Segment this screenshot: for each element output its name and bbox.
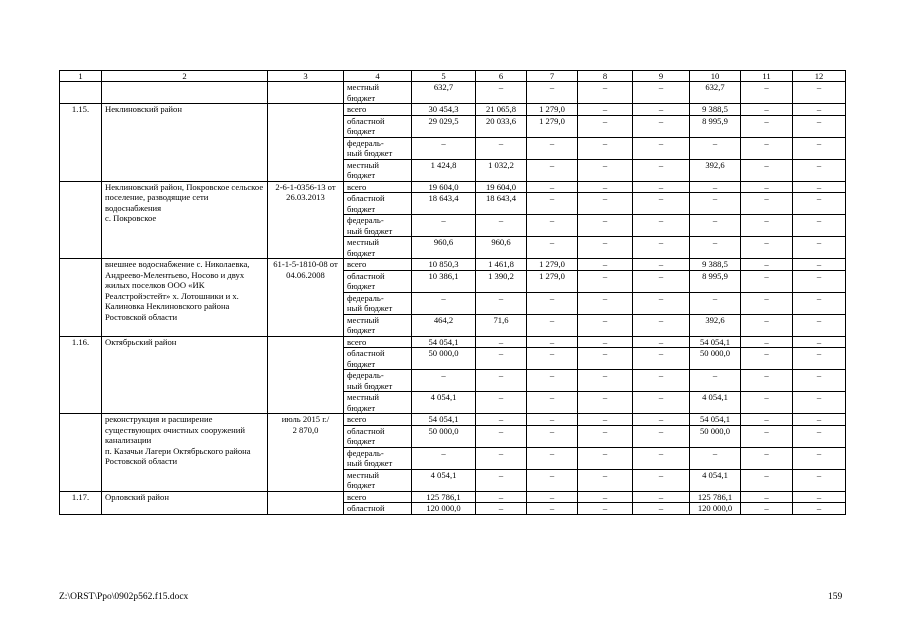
amount-cell: – [412, 447, 476, 469]
amount-cell: – [633, 469, 690, 491]
amount-cell: – [793, 193, 846, 215]
funding-source: федераль- ный бюджет [344, 370, 412, 392]
amount-cell: 4 054,1 [690, 392, 741, 414]
amount-cell: – [476, 137, 527, 159]
amount-cell: – [476, 370, 527, 392]
amount-cell: – [476, 292, 527, 314]
amount-cell: – [633, 193, 690, 215]
amount-cell: – [741, 215, 793, 237]
amount-cell: – [741, 237, 793, 259]
amount-cell: 54 054,1 [412, 414, 476, 426]
column-header: 9 [633, 71, 690, 82]
amount-cell: – [793, 314, 846, 336]
amount-cell: – [476, 215, 527, 237]
amount-cell: – [741, 414, 793, 426]
amount-cell: 464,2 [412, 314, 476, 336]
amount-cell: – [527, 348, 578, 370]
funding-source: областной [344, 503, 412, 515]
amount-cell: – [793, 215, 846, 237]
column-header: 5 [412, 71, 476, 82]
amount-cell: – [476, 82, 527, 104]
funding-source: областной бюджет [344, 425, 412, 447]
amount-cell: – [578, 215, 633, 237]
amount-cell: 120 000,0 [412, 503, 476, 515]
amount-cell: – [690, 181, 741, 193]
amount-cell: 21 065,8 [476, 104, 527, 116]
amount-cell: – [793, 348, 846, 370]
document-ref: 2-6-1-0356-13 от 26.03.2013 [268, 181, 344, 259]
footer-file-path: Z:\ORST\Ppo\0902p562.f15.docx [59, 592, 189, 602]
amount-cell: – [578, 392, 633, 414]
amount-cell: – [690, 370, 741, 392]
funding-source: всего [344, 491, 412, 503]
amount-cell: 10 850,3 [412, 259, 476, 271]
amount-cell: – [741, 270, 793, 292]
amount-cell: – [633, 336, 690, 348]
amount-cell: – [633, 348, 690, 370]
document-ref: июль 2015 г./ 2 870,0 [268, 414, 344, 492]
amount-cell: – [527, 314, 578, 336]
amount-cell: 19 604,0 [476, 181, 527, 193]
amount-cell: – [578, 491, 633, 503]
column-header: 8 [578, 71, 633, 82]
amount-cell: – [578, 447, 633, 469]
amount-cell: – [633, 425, 690, 447]
document-ref [268, 491, 344, 514]
amount-cell: – [633, 82, 690, 104]
amount-cell: – [527, 469, 578, 491]
amount-cell: – [741, 181, 793, 193]
row-number [60, 259, 102, 337]
amount-cell: – [578, 193, 633, 215]
row-number [60, 82, 102, 104]
amount-cell: – [741, 447, 793, 469]
amount-cell: – [793, 237, 846, 259]
amount-cell: – [578, 181, 633, 193]
amount-cell: – [633, 447, 690, 469]
amount-cell: – [578, 292, 633, 314]
amount-cell: – [578, 503, 633, 515]
amount-cell: 632,7 [412, 82, 476, 104]
amount-cell: – [690, 292, 741, 314]
amount-cell: – [793, 159, 846, 181]
amount-cell: – [741, 336, 793, 348]
table-row [60, 491, 846, 503]
row-number [60, 414, 102, 492]
amount-cell: – [793, 82, 846, 104]
amount-cell: – [633, 292, 690, 314]
amount-cell: – [741, 370, 793, 392]
amount-cell: – [527, 503, 578, 515]
amount-cell: 1 279,0 [527, 115, 578, 137]
amount-cell: – [527, 82, 578, 104]
amount-cell: – [476, 336, 527, 348]
amount-cell: – [578, 425, 633, 447]
amount-cell: – [412, 292, 476, 314]
amount-cell: – [633, 237, 690, 259]
amount-cell: – [476, 503, 527, 515]
amount-cell: – [633, 159, 690, 181]
funding-source: областной бюджет [344, 270, 412, 292]
amount-cell: 20 033,6 [476, 115, 527, 137]
amount-cell: – [633, 270, 690, 292]
amount-cell: – [793, 491, 846, 503]
row-number: 1.16. [60, 336, 102, 414]
amount-cell: – [476, 491, 527, 503]
document-ref [268, 336, 344, 414]
amount-cell: – [633, 115, 690, 137]
amount-cell: – [578, 159, 633, 181]
amount-cell: – [633, 503, 690, 515]
column-header: 12 [793, 71, 846, 82]
amount-cell: – [793, 137, 846, 159]
table-row [60, 259, 846, 271]
amount-cell: – [527, 370, 578, 392]
object-name: Неклиновский район [102, 104, 268, 182]
funding-source: местный бюджет [344, 469, 412, 491]
amount-cell: 50 000,0 [690, 425, 741, 447]
table-row [60, 104, 846, 116]
document-ref [268, 82, 344, 104]
amount-cell: – [527, 336, 578, 348]
amount-cell: – [527, 237, 578, 259]
table-row [60, 181, 846, 193]
amount-cell: – [578, 237, 633, 259]
amount-cell: 1 279,0 [527, 270, 578, 292]
column-header: 10 [690, 71, 741, 82]
funding-source: федераль- ный бюджет [344, 215, 412, 237]
funding-source: областной бюджет [344, 193, 412, 215]
amount-cell: – [412, 137, 476, 159]
amount-cell: – [690, 215, 741, 237]
amount-cell: 18 643,4 [412, 193, 476, 215]
document-ref: 61-1-5-1810-08 от 04.06.2008 [268, 259, 344, 337]
amount-cell: – [741, 425, 793, 447]
amount-cell: – [412, 215, 476, 237]
amount-cell: – [793, 425, 846, 447]
amount-cell: 9 388,5 [690, 259, 741, 271]
amount-cell: – [793, 392, 846, 414]
amount-cell: – [633, 314, 690, 336]
row-number [60, 181, 102, 259]
amount-cell: 1 032,2 [476, 159, 527, 181]
amount-cell: – [412, 370, 476, 392]
amount-cell: 8 995,9 [690, 270, 741, 292]
funding-source: местный бюджет [344, 237, 412, 259]
funding-source: местный бюджет [344, 82, 412, 104]
amount-cell: – [793, 115, 846, 137]
amount-cell: – [578, 104, 633, 116]
amount-cell: 9 388,5 [690, 104, 741, 116]
amount-cell: – [741, 292, 793, 314]
amount-cell: – [578, 259, 633, 271]
amount-cell: – [793, 447, 846, 469]
amount-cell: – [527, 447, 578, 469]
object-name: реконструкция и расширение существующих очистных сооружений канализации п. Казачьи Лагери Октябрьского района Ростовской области [102, 414, 268, 492]
amount-cell: – [578, 314, 633, 336]
object-name: Орловский район [102, 491, 268, 514]
amount-cell: 19 604,0 [412, 181, 476, 193]
amount-cell: – [578, 270, 633, 292]
amount-cell: – [690, 447, 741, 469]
amount-cell: 125 786,1 [690, 491, 741, 503]
amount-cell: 960,6 [412, 237, 476, 259]
funding-source: местный бюджет [344, 392, 412, 414]
amount-cell: – [741, 137, 793, 159]
amount-cell: – [793, 370, 846, 392]
amount-cell: 4 054,1 [412, 469, 476, 491]
amount-cell: – [633, 104, 690, 116]
amount-cell: 632,7 [690, 82, 741, 104]
amount-cell: 54 054,1 [412, 336, 476, 348]
amount-cell: 1 390,2 [476, 270, 527, 292]
amount-cell: 10 386,1 [412, 270, 476, 292]
amount-cell: – [793, 414, 846, 426]
amount-cell: – [741, 159, 793, 181]
funding-source: всего [344, 104, 412, 116]
amount-cell: – [633, 259, 690, 271]
amount-cell: – [476, 348, 527, 370]
amount-cell: 50 000,0 [412, 348, 476, 370]
amount-cell: 50 000,0 [412, 425, 476, 447]
amount-cell: – [741, 104, 793, 116]
amount-cell: – [741, 193, 793, 215]
amount-cell: 4 054,1 [412, 392, 476, 414]
amount-cell: – [578, 370, 633, 392]
amount-cell: 4 054,1 [690, 469, 741, 491]
amount-cell: 960,6 [476, 237, 527, 259]
budget-table [59, 70, 846, 515]
funding-source: федераль- ный бюджет [344, 447, 412, 469]
amount-cell: 125 786,1 [412, 491, 476, 503]
amount-cell: – [527, 215, 578, 237]
table-body [60, 71, 846, 515]
amount-cell: – [633, 215, 690, 237]
amount-cell: – [527, 181, 578, 193]
funding-source: федераль- ный бюджет [344, 292, 412, 314]
amount-cell: – [793, 469, 846, 491]
amount-cell: – [578, 414, 633, 426]
amount-cell: 120 000,0 [690, 503, 741, 515]
amount-cell: 1 279,0 [527, 104, 578, 116]
object-name: Октябрьский район [102, 336, 268, 414]
amount-cell: – [633, 392, 690, 414]
funding-source: всего [344, 259, 412, 271]
amount-cell: – [741, 348, 793, 370]
amount-cell: – [741, 259, 793, 271]
amount-cell: – [741, 491, 793, 503]
row-number: 1.15. [60, 104, 102, 182]
object-name: Неклиновский район, Покровское сельское поселение, разводящие сети водоснабжения с. Покровское [102, 181, 268, 259]
amount-cell: – [476, 392, 527, 414]
column-header: 4 [344, 71, 412, 82]
funding-source: местный бюджет [344, 159, 412, 181]
table-row [60, 414, 846, 426]
funding-source: местный бюджет [344, 314, 412, 336]
amount-cell: – [476, 469, 527, 491]
amount-cell: – [476, 425, 527, 447]
amount-cell: – [527, 292, 578, 314]
amount-cell: 71,6 [476, 314, 527, 336]
amount-cell: – [527, 491, 578, 503]
amount-cell: 392,6 [690, 314, 741, 336]
funding-source: областной бюджет [344, 348, 412, 370]
amount-cell: – [741, 82, 793, 104]
amount-cell: – [527, 414, 578, 426]
amount-cell: 29 029,5 [412, 115, 476, 137]
amount-cell: – [793, 104, 846, 116]
amount-cell: – [690, 193, 741, 215]
amount-cell: – [633, 370, 690, 392]
funding-source: всего [344, 336, 412, 348]
amount-cell: – [476, 447, 527, 469]
page-number: 159 [828, 592, 843, 602]
amount-cell: – [578, 115, 633, 137]
amount-cell: – [527, 425, 578, 447]
column-header: 11 [741, 71, 793, 82]
amount-cell: – [690, 137, 741, 159]
amount-cell: – [578, 469, 633, 491]
column-header: 1 [60, 71, 102, 82]
funding-source: областной бюджет [344, 115, 412, 137]
amount-cell: – [578, 348, 633, 370]
row-number: 1.17. [60, 491, 102, 514]
amount-cell: – [578, 137, 633, 159]
funding-source: федераль- ный бюджет [344, 137, 412, 159]
amount-cell: – [527, 193, 578, 215]
amount-cell: – [527, 159, 578, 181]
funding-source: всего [344, 414, 412, 426]
document-ref [268, 104, 344, 182]
amount-cell: – [793, 292, 846, 314]
object-name [102, 82, 268, 104]
amount-cell: 8 995,9 [690, 115, 741, 137]
amount-cell: 392,6 [690, 159, 741, 181]
amount-cell: – [741, 503, 793, 515]
amount-cell: – [793, 181, 846, 193]
column-header: 3 [268, 71, 344, 82]
table-row [60, 336, 846, 348]
amount-cell: 1 461,8 [476, 259, 527, 271]
amount-cell: – [793, 270, 846, 292]
amount-cell: – [741, 314, 793, 336]
amount-cell: – [527, 137, 578, 159]
amount-cell: 1 279,0 [527, 259, 578, 271]
amount-cell: – [633, 137, 690, 159]
column-header: 6 [476, 71, 527, 82]
amount-cell: 54 054,1 [690, 336, 741, 348]
amount-cell: – [633, 414, 690, 426]
funding-source: всего [344, 181, 412, 193]
amount-cell: 1 424,8 [412, 159, 476, 181]
amount-cell: – [476, 414, 527, 426]
amount-cell: – [793, 259, 846, 271]
amount-cell: 30 454,3 [412, 104, 476, 116]
amount-cell: 54 054,1 [690, 414, 741, 426]
amount-cell: – [690, 237, 741, 259]
amount-cell: – [741, 469, 793, 491]
header-row [60, 71, 846, 82]
amount-cell: 50 000,0 [690, 348, 741, 370]
amount-cell: – [633, 181, 690, 193]
amount-cell: – [633, 491, 690, 503]
table-row [60, 82, 846, 104]
amount-cell: – [793, 336, 846, 348]
object-name: внешнее водоснабжение с. Николаевка, Андреево-Мелентьево, Носово и двух жилых поселков ООО «ИК Реалстройэстейт» х. Лотошники и х. Калиновка Неклиновского района Ростовской области [102, 259, 268, 337]
column-header: 7 [527, 71, 578, 82]
amount-cell: – [793, 503, 846, 515]
amount-cell: – [578, 336, 633, 348]
amount-cell: – [578, 82, 633, 104]
amount-cell: – [527, 392, 578, 414]
column-header: 2 [102, 71, 268, 82]
amount-cell: – [741, 115, 793, 137]
amount-cell: 18 643,4 [476, 193, 527, 215]
amount-cell: – [741, 392, 793, 414]
